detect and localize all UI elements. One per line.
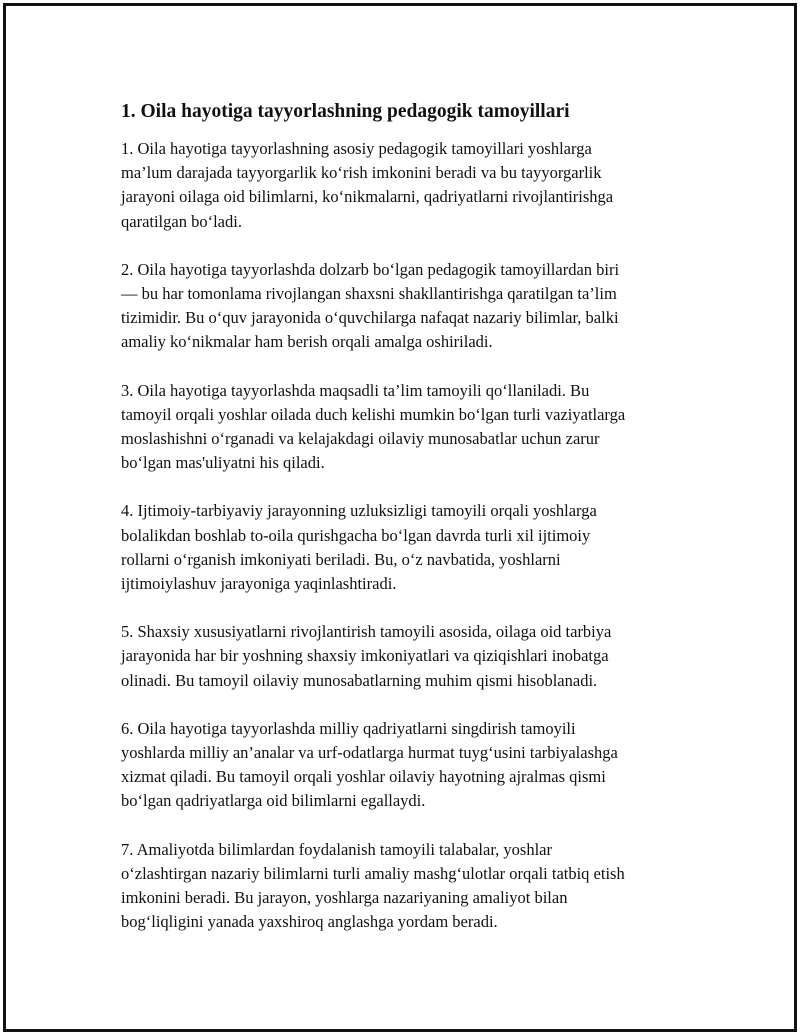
paragraph-5 [121,620,701,693]
paragraph-7 [121,838,701,935]
paragraph-line: 7. Amaliyotda bilimlardan foydalanish tamoyili talabalar, yoshlar [121,839,552,859]
paragraph-4 [121,499,701,596]
paragraph-line: olinadi. Bu tamoyil oilaviy munosabatlarning muhim qismi hisoblanadi. [121,670,598,690]
paragraph-line: amaliy ko‘nikmalar ham berish orqali amalga oshiriladi. [121,332,493,352]
paragraph-line: 3. Oila hayotiga tayyorlashda maqsadli ta’lim tamoyili qo‘llaniladi. Bu [121,380,590,400]
paragraph-3 [121,379,701,476]
paragraph-line: xizmat qiladi. Bu tamoyil orqali yoshlar oilaviy hayotning ajralmas qismi [121,767,606,787]
paragraph-line: jarayonida har bir yoshning shaxsiy imkoniyatlari va qiziqishlari inobatga [121,646,609,666]
paragraph-line: tamoyil orqali yoshlar oilada duch kelishi mumkin bo‘lgan turli vaziyatlarga [121,404,626,424]
paragraph-line: o‘zlashtirgan nazariy bilimlarni turli amaliy mashg‘ulotlar orqali tatbiq etish [121,863,625,883]
paragraph-line: bog‘liqligini yanada yaxshiroq anglashga yordam beradi. [121,912,498,932]
paragraph-line: bolalikdan boshlab to-oila qurishgacha bo‘lgan davrda turli xil ijtimoiy [121,525,591,545]
paragraph-1 [121,137,701,234]
paragraph-line: 2. Oila hayotiga tayyorlashda dolzarb bo‘lgan pedagogik tamoyillardan biri [121,259,620,279]
paragraph-line: — bu har tomonlama rivojlangan shaxsni shakllantirishga qaratilgan ta’lim [121,284,617,304]
paragraph-line: ijtimoiylashuv jarayoniga yaqinlashtiradi. [121,574,397,594]
paragraph-line: qaratilgan bo‘ladi. [121,211,242,231]
paragraph-line: bo‘lgan mas'uliyatni his qiladi. [121,453,325,473]
paragraph-line: rollarni o‘rganish imkoniyati beriladi. Bu, o‘z navbatida, yoshlarni [121,549,561,569]
paragraph-2 [121,258,701,355]
paragraph-line: 5. Shaxsiy xususiyatlarni rivojlantirish tamoyili asosida, oilaga oid tarbiya [121,622,612,642]
document-body [121,99,701,958]
paragraph-line: bo‘lgan qadriyatlarga oid bilimlarni egallaydi. [121,791,426,811]
paragraph-line: imkonini beradi. Bu jarayon, yoshlarga nazariyaning amaliyot bilan [121,888,568,908]
paragraph-line: 1. Oila hayotiga tayyorlashning asosiy pedagogik tamoyillari yoshlarga [121,139,592,158]
paragraph-line: moslashishni o‘rganadi va kelajakdagi oilaviy munosabatlar uchun zarur [121,429,600,449]
paragraph-line: 6. Oila hayotiga tayyorlashda milliy qadriyatlarni singdirish tamoyili [121,718,576,738]
paragraph-line: tizimidir. Bu o‘quv jarayonida o‘quvchilarga nafaqat nazariy bilimlar, balki [121,308,619,328]
paragraph-line: yoshlarda milliy an’analar va urf-odatlarga hurmat tuyg‘usini tarbiyalashga [121,743,618,763]
paragraph-line: jarayoni oilaga oid bilimlarni, ko‘nikmalarni, qadriyatlarni rivojlantirishga [121,187,614,207]
paragraph-line: 4. Ijtimoiy-tarbiyaviy jarayonning uzluksizligi tamoyili orqali yoshlarga [121,501,597,521]
page-frame [3,3,797,1032]
paragraph-6 [121,717,701,814]
paragraph-line: ma’lum darajada tayyorgarlik ko‘rish imkonini beradi va bu tayyorgarlik [121,163,602,183]
document-title: 1. Oila hayotiga tayyorlashning pedagogik tamoyillari [121,101,570,122]
